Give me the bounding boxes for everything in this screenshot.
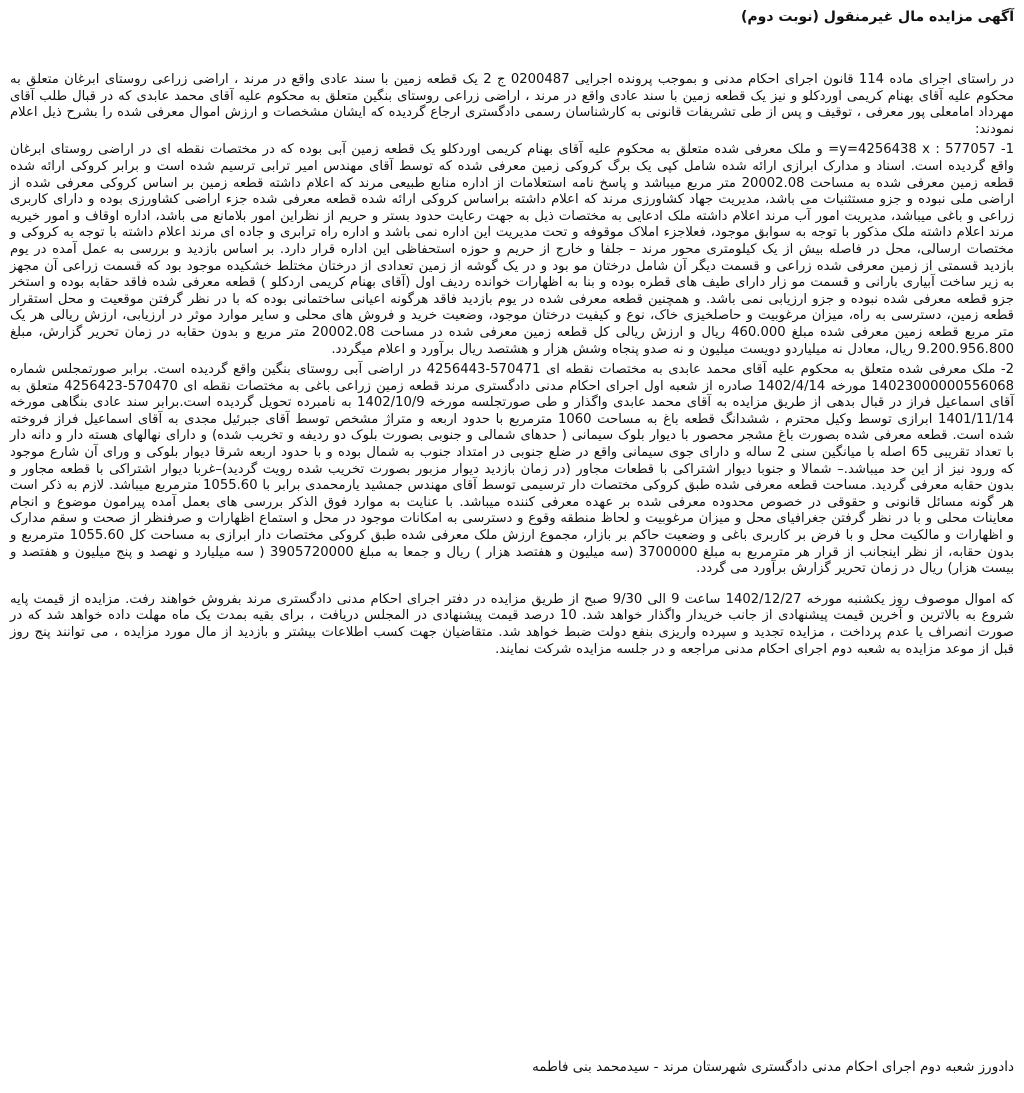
- intro-paragraph: در راستای اجرای ماده 114 قانون اجرای احکام مدنی و بموجب پرونده اجرایی 0200487 ج 2 یک قطعه زمین با سند عادی واقع در مرند ، اراضی زراعی روستای ابرغان متعلق به محکوم علیه آقای بهنام کریمی اوردکلو و نیز یک قطعه زمین با سند عادی واقع در مرند ، اراضی زراعی روستای بنگین متعلق به محکوم علیه آقای محمد عابدی که در قبال طلب آقای مهرداد امامعلی پور معرفی ، توقیف و پس از طی تشریفات قانونی به کارشناسان رسمی دادگستری ارجاع گردیده که ایشان مشخصات و ارزش اموال معرفی شده را بشرح ذیل اعلام نمودند:: [10, 72, 1014, 137]
- property-1-paragraph: 1- 577057 : y=4256438 x= و ملک معرفی شده متعلق به محکوم علیه آقای بهنام کریمی اوردکلو یک قطعه زمین آبی بوده که در مختصات نقطه ای در اراضی روستای ابرغان واقع گردیده است. اسناد و مدارک ابرازی ارائه شده شامل کپی یک برگ کروکی زمین معرفی شده که توسط آقای مهندس امیر ترابی ترسیم شده است و برابر کروکی ارائه شده قطعه زمین معرفی شده به مساحت 20002.08 متر مربع میباشد و پاسخ نامه استعلامات از اداره منابع طبیعی مرند که اعلام داشته قطعه زمین بر اساس کروکی معرفی شده از اراضی ملی نبوده و جزو مستثنیات می باشد، مدیریت جهاد کشاورزی مرند که اعلام داشته براساس کروکی ارائه شده قطعه معرفی شده جزء اراضی کشاورزی بوده و دارای کاربری زراعی و باغی میباشد، مدیریت امور آب مرند اعلام داشته ملک ادعایی به مختصات ذیل به جهت رعایت حدود بستر و حریم از نظراین امور بلامانع می باشد، اداره اوقاف و امور خیریه مرند اعلام داشته ملک مذکور با توجه به سوابق موجود، فعلاجزء املاک موقوفه و تحت مدیریت این اداره نمی باشد و اداره راه ترابری و جاده ای مرند اعلام داشته با توجه به کروکی و مختصات ارسالی، محل در فاصله بیش از یک کیلومتری محور مرند – جلفا و خارج از حریم و حوزه استحفاظی این اداره قرار دارد. بر اساس بازدید و بررسی به عمل آمده در یوم بازدید قسمتی از زمین معرفی شده زراعی و قسمت دیگر آن شامل درختان مو بود و در یک گوشه از زمین تعدادی از درختان مختلط خشکیده موجود بود که قسمت زراعی آن مجهز به زیر ساخت آبیاری بارانی و قسمت مو زار دارای طیف های قطره بوده و بنا به اظهارات خوانده ردیف اول (آقای بهنام کریمی اردکلو ) قطعه معرفی شده فاقد حقابه بوده و استخر جزو قطعه معرفی شده نبوده و جزو ارزیابی نمی باشد. و همچنین قطعه معرفی شده در یوم بازدید فاقد هرگونه اعیانی ساختمانی بوده که با در نظر گرفتن موقعیت و محل استقرار قطعه زمین، دسترسی به راه، میزان مرغوبیت و حاصلخیزی خاک، نوع و کیفیت درختان موجود، وضعیت خرید و فروش های محلی و سایر موارد موثر در ارزیابی، ارزش ریالی هر یک متر مربع قطعه زمین معرفی شده مبلغ 460.000 ریال و ارزش ریالی کل قطعه زمین معرفی شده در مساحت 20002.08 متر مربع و بدون حقابه در زمان تحریر گزارش، مبلغ 9.200.956.800 ریال، معادل نه میلیاردو دویست میلیون و نه صدو پنجاه وشش هزار و هشتصد ریال برآورد و اعلام میگردد.: [10, 142, 1015, 357]
- property-2-paragraph: 2- ملک معرفی شده متعلق به محکوم علیه آقای محمد عابدی به مختصات نقطه ای 570471-4256443 در اراضی آبی روستای بنگین واقع گردیده است. برابر صورتمجلس شماره 14023000000556068 مورخه 1402/4/14 صادره از شعبه اول اجرای احکام مدنی دادگستری مرند قطعه زمین زراعی باغی به مختصات نقطه ای 570470-4256423 متعلق به آقای اسماعیل فراز در قبال بدهی از طریق مزایده به آقای محمد عابدی واگذار و طی صورتجلسه مورخه 1402/10/9 به نامبرده تحویل گردیده است.برابر سند عادی بنگاهی مورخه 1401/11/14 ابرازی توسط وکیل محترم ، ششدانگ قطعه باغ به مساحت 1060 مترمربع با حدود اربعه و متراژ مشخص توسط آقای جبرئیل مجدی به آقای اسماعیل فراز فروخته شده است. قطعه معرفی شده بصورت باغ مشجر محصور با دیوار بلوک سیمانی ( حدهای شمالی و جنوبی بصورت بلوک دو ردیفه و تخریب شده) و دارای نهالهای هسته دار و دانه دار با تعداد تقریبی 65 اصله با میانگین سنی 2 ساله و دارای جوی سیمانی واقع در ضلع جنوبی در امتداد جنوب به شمال بوده و با حدود اربعه شرقا دیوار بلوکی و ورای آن شارع موجود که ورود نیز از این حد میباشد.– شمالا و جنوبا دیوار اشتراکی با قطعات مجاور (در زمان بازدید دیوار مزبور بصورت تخریب شده رویت گردید)–غربا دیوار اشتراکی با قطعه مجاور و بدون حقابه معرفی گردید. مساحت قطعه معرفی شده طبق کروکی مختصات دار ترسیمی توسط آقای مهندس جمشید یارمحمدی برابر با 1055.60 مترمربع میباشد. لازم به ذکر است هر گونه مسائل قانونی و حقوقی در خصوص محدوده معرفی شده بر عهده معرفی کننده میباشد. با عنایت به موارد فوق الذکر بررسی های بعمل آمده پیرامون موضوع و انجام معاینات محلی و با در نظر گرفتن جغرافیای محل و میزان مرغوبیت و لحاظ منطقه وقوع و دسترسی به امکانات موجود در محل و استماع اظهارات و صرفنظر از صحت و سقم مدارک و اظهارات و مالکیت محل و با فرض بر کاربری باغی و وضعیت حاکم بر بازار، مجموع ارزش ملک معرفی شده طبق کروکی مختصات دار ابرازی به مساحت کل 1055.60 مترمربع و بدون حقابه، از نظر اینجانب از قرار هر مترمربع به مبلغ 3700000 (سه میلیون و هفتصد هزار ) ریال و جمعا به مبلغ 3905720000 ( سه میلیارد و نهصد و پنج میلیون و هفتصد و بیست هزار) ریال در زمان تحریر گزارش برآورد می گردد.: [10, 362, 1015, 577]
- auction-terms-paragraph: که اموال موصوف روز یکشنبه مورخه 1402/12/27 ساعت 9 الی 9/30 صبح از طریق مزایده در دفتر اجرای احکام مدنی دادگستری مرند بفروش خواهند رفت. مزایده از قیمت پایه شروع به بالاترین و آخرین قیمت پیشنهادی از جانب خریدار واگذار خواهد شد. 10 درصد قیمت پیشنهادی در المجلس دریافت ، برای بقیه بمدت یک ماه مهلت داده خواهد شد که در صورت انصراف یا عدم پرداخت ، مزایده تجدید و سپرده واریزی بنفع دولت ضبط خواهد شد. متقاضیان جهت کسب اطلاعات بیشتر و بازدید از مال مورد مزایده ، می توانند پنج روز قبل از موعد مزایده به شعبه دوم اجرای احکام مدنی مراجعه و در جلسه مزایده شرکت نمایند.: [10, 591, 1015, 657]
- notice-title: آگهی مزایده مال غیرمنقول (نوبت دوم): [741, 9, 1014, 25]
- signature-line: دادورز شعبه دوم اجرای احکام مدنی دادگستری شهرستان مرند - سیدمحمد بنی فاطمه: [532, 1059, 1014, 1075]
